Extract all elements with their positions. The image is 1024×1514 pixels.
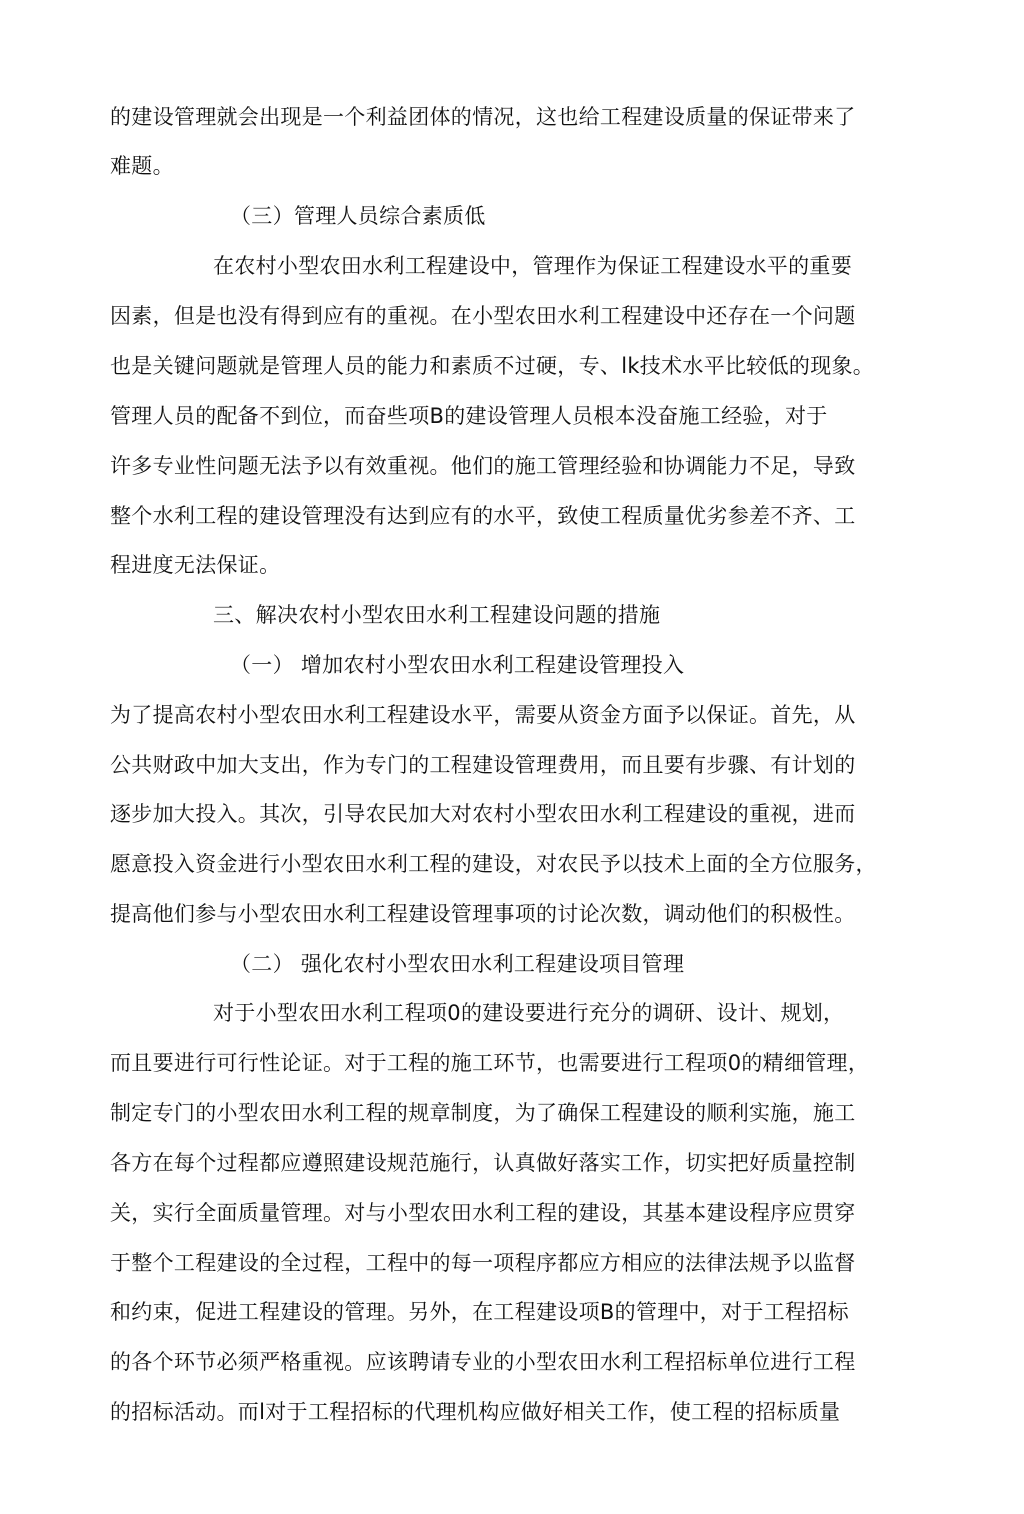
paragraph-line: 对于小型农田水利工程项0的建设要进行充分的调研、设计、规划， bbox=[213, 1001, 845, 1025]
paragraph-line: 公共财政中加大支出，作为专门的工程建设管理费用，而且要有步骤、有计划的 bbox=[110, 753, 856, 777]
paragraph-line: 也是关键问题就是管理人员的能力和素质不过硬，专、lk技术水平比较低的现象。 bbox=[110, 354, 875, 378]
section-heading: （一） 增加农村小型农田水利工程建设管理投入 bbox=[230, 653, 685, 677]
paragraph-line: 关，实行全面质量管理。对与小型农田水利工程的建设，其基本建设程序应贯穿 bbox=[110, 1201, 856, 1225]
paragraph-line: 和约束，促进工程建设的管理。另外，在工程建设项B的管理中，对于工程招标 bbox=[110, 1300, 849, 1324]
paragraph-line: 许多专业性问题无法予以有效重视。他们的施工管理经验和协调能力不足，导致 bbox=[110, 454, 856, 478]
paragraph-line: 在农村小型农田水利工程建设中，管理作为保证工程建设水平的重要 bbox=[213, 254, 852, 278]
section-heading: （二） 强化农村小型农田水利工程建设项目管理 bbox=[230, 952, 685, 976]
paragraph-line: 为了提高农村小型农田水利工程建设水平，需要从资金方面予以保证。首先，从 bbox=[110, 703, 856, 727]
paragraph-line: 的各个环节必须严格重视。应该聘请专业的小型农田水利工程招标单位进行工程 bbox=[110, 1350, 856, 1374]
paragraph-line: 管理人员的配备不到位，而奋些项B的建设管理人员根本没奋施工经验，对于 bbox=[110, 404, 828, 428]
paragraph-line: 因素，但是也没有得到应有的重视。在小型农田水利工程建设中还存在一个问题 bbox=[110, 304, 856, 328]
section-heading: （三）管理人员综合素质低 bbox=[230, 204, 486, 228]
paragraph-line: 提高他们参与小型农田水利工程建设管理事项的讨论次数，调动他们的积极性。 bbox=[110, 902, 856, 926]
section-heading: 三、解决农村小型农田水利工程建设问题的措施 bbox=[213, 603, 661, 627]
paragraph-line: 制定专门的小型农田水利工程的规章制度，为了确保工程建设的顺利实施，施工 bbox=[110, 1101, 856, 1125]
paragraph-line: 于整个工程建设的全过程，工程中的每一项程序都应方相应的法律法规予以监督 bbox=[110, 1251, 856, 1275]
paragraph-line: 而且要进行可行性论证。对于工程的施工环节，也需要进行工程项0的精细管理， bbox=[110, 1051, 870, 1075]
paragraph-line: 的招标活动。而l对于工程招标的代理机构应做好相关工作，使工程的招标质量 bbox=[110, 1400, 841, 1424]
paragraph-line: 各方在每个过程都应遵照建设规范施行，认真做好落实工作，切实把好质量控制 bbox=[110, 1151, 856, 1175]
paragraph-line: 愿意投入资金进行小型农田水利工程的建设，对农民予以技术上面的全方位服务， bbox=[110, 852, 877, 876]
paragraph-line: 难题。 bbox=[110, 154, 174, 178]
paragraph-line: 的建设管理就会出现是一个利益团体的情况，这也给工程建设质量的保证带来了 bbox=[110, 105, 856, 129]
paragraph-line: 整个水利工程的建设管理没有达到应有的水平，致使工程质量优劣参差不齐、工 bbox=[110, 504, 856, 528]
paragraph-line: 程进度无法保证。 bbox=[110, 553, 281, 577]
paragraph-line: 逐步加大投入。其次，引导农民加大对农村小型农田水利工程建设的重视，进而 bbox=[110, 802, 856, 826]
